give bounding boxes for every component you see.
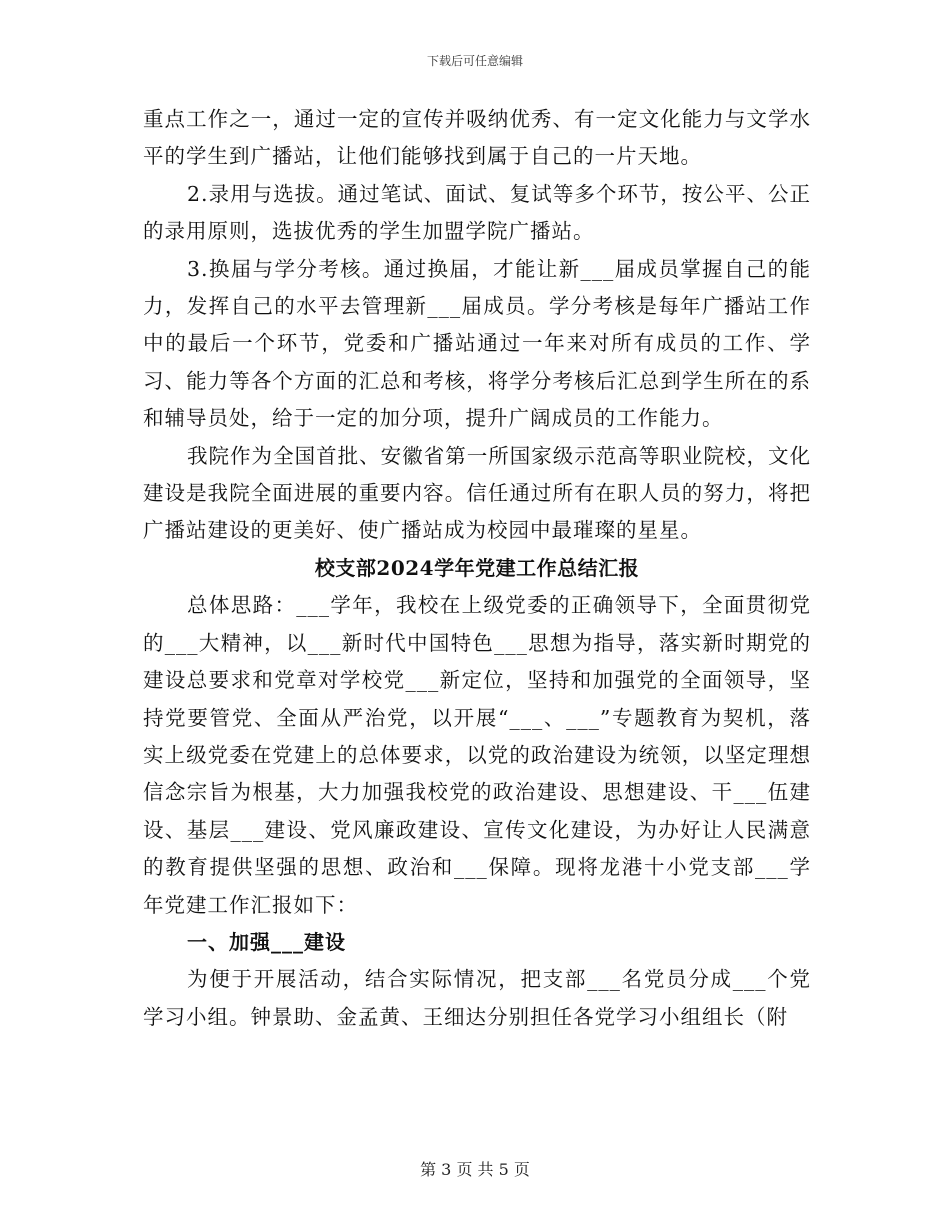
paragraph-continuation: 重点工作之一，通过一定的宣传并吸纳优秀、有一定文化能力与文学水平的学生到广播站，让他们能够找到属于自己的一片天地。 <box>143 107 811 169</box>
paragraph-overall-idea: 总体思路：___学年，我校在上级党委的正确领导下，全面贯彻党的___大精神，以___新时代中国特色___思想为指导，落实新时期党的建设总要求和党章对学校党___新定位，坚持和加强党的全面领导，坚持党要管党、全面从严治党，以开展“___、___”专题教育为契机，落实上级党委在党建上的总体要求，以党的政治建设为统领，以坚定理想信念宗旨为根基，大力加强我校党的政治建设、思想建设、干___伍建设、基层___建设、党风廉政建设、宣传文化建设，为办好让人民满意的教育提供坚强的思想、政治和___保障。现将龙港十小党支部___学年党建工作汇报如下： <box>143 593 811 917</box>
section-heading-1: 一、加强___建设 <box>187 929 346 954</box>
paragraph-study-groups: 为便于开展活动，结合实际情况，把支部___名党员分成___个党学习小组。钟景助、金孟黄、王细达分别担任各党学习小组组长（附 <box>143 967 811 1029</box>
section-title: 校支部2024学年党建工作总结汇报 <box>314 555 640 580</box>
paragraph-election-assessment: 3.换届与学分考核。通过换届，才能让新___届成员掌握自己的能力，发挥自己的水平去管理新___届成员。学分考核是每年广播站工作中的最后一个环节，党委和广播站通过一年来对所有成员的工作、学习、能力等各个方面的汇总和考核，将学分考核后汇总到学生所在的系和辅导员处，给于一定的加分项，提升广阔成员的工作能力。 <box>143 256 811 431</box>
page-number: 第 3 页 共 5 页 <box>420 1160 530 1179</box>
document-body <box>143 101 811 1036</box>
paragraph-conclusion: 我院作为全国首批、安徽省第一所国家级示范高等职业院校，文化建设是我院全面进展的重要内容。信任通过所有在职人员的努力，将把广播站建设的更美好、使广播站成为校园中最璀璨的星星。 <box>143 443 811 543</box>
page-header: 下载后可任意编辑 <box>426 54 523 68</box>
paragraph-recruitment: 2.录用与选拔。通过笔试、面试、复试等多个环节，按公平、公正的录用原则，选拔优秀的学生加盟学院广播站。 <box>143 181 811 244</box>
